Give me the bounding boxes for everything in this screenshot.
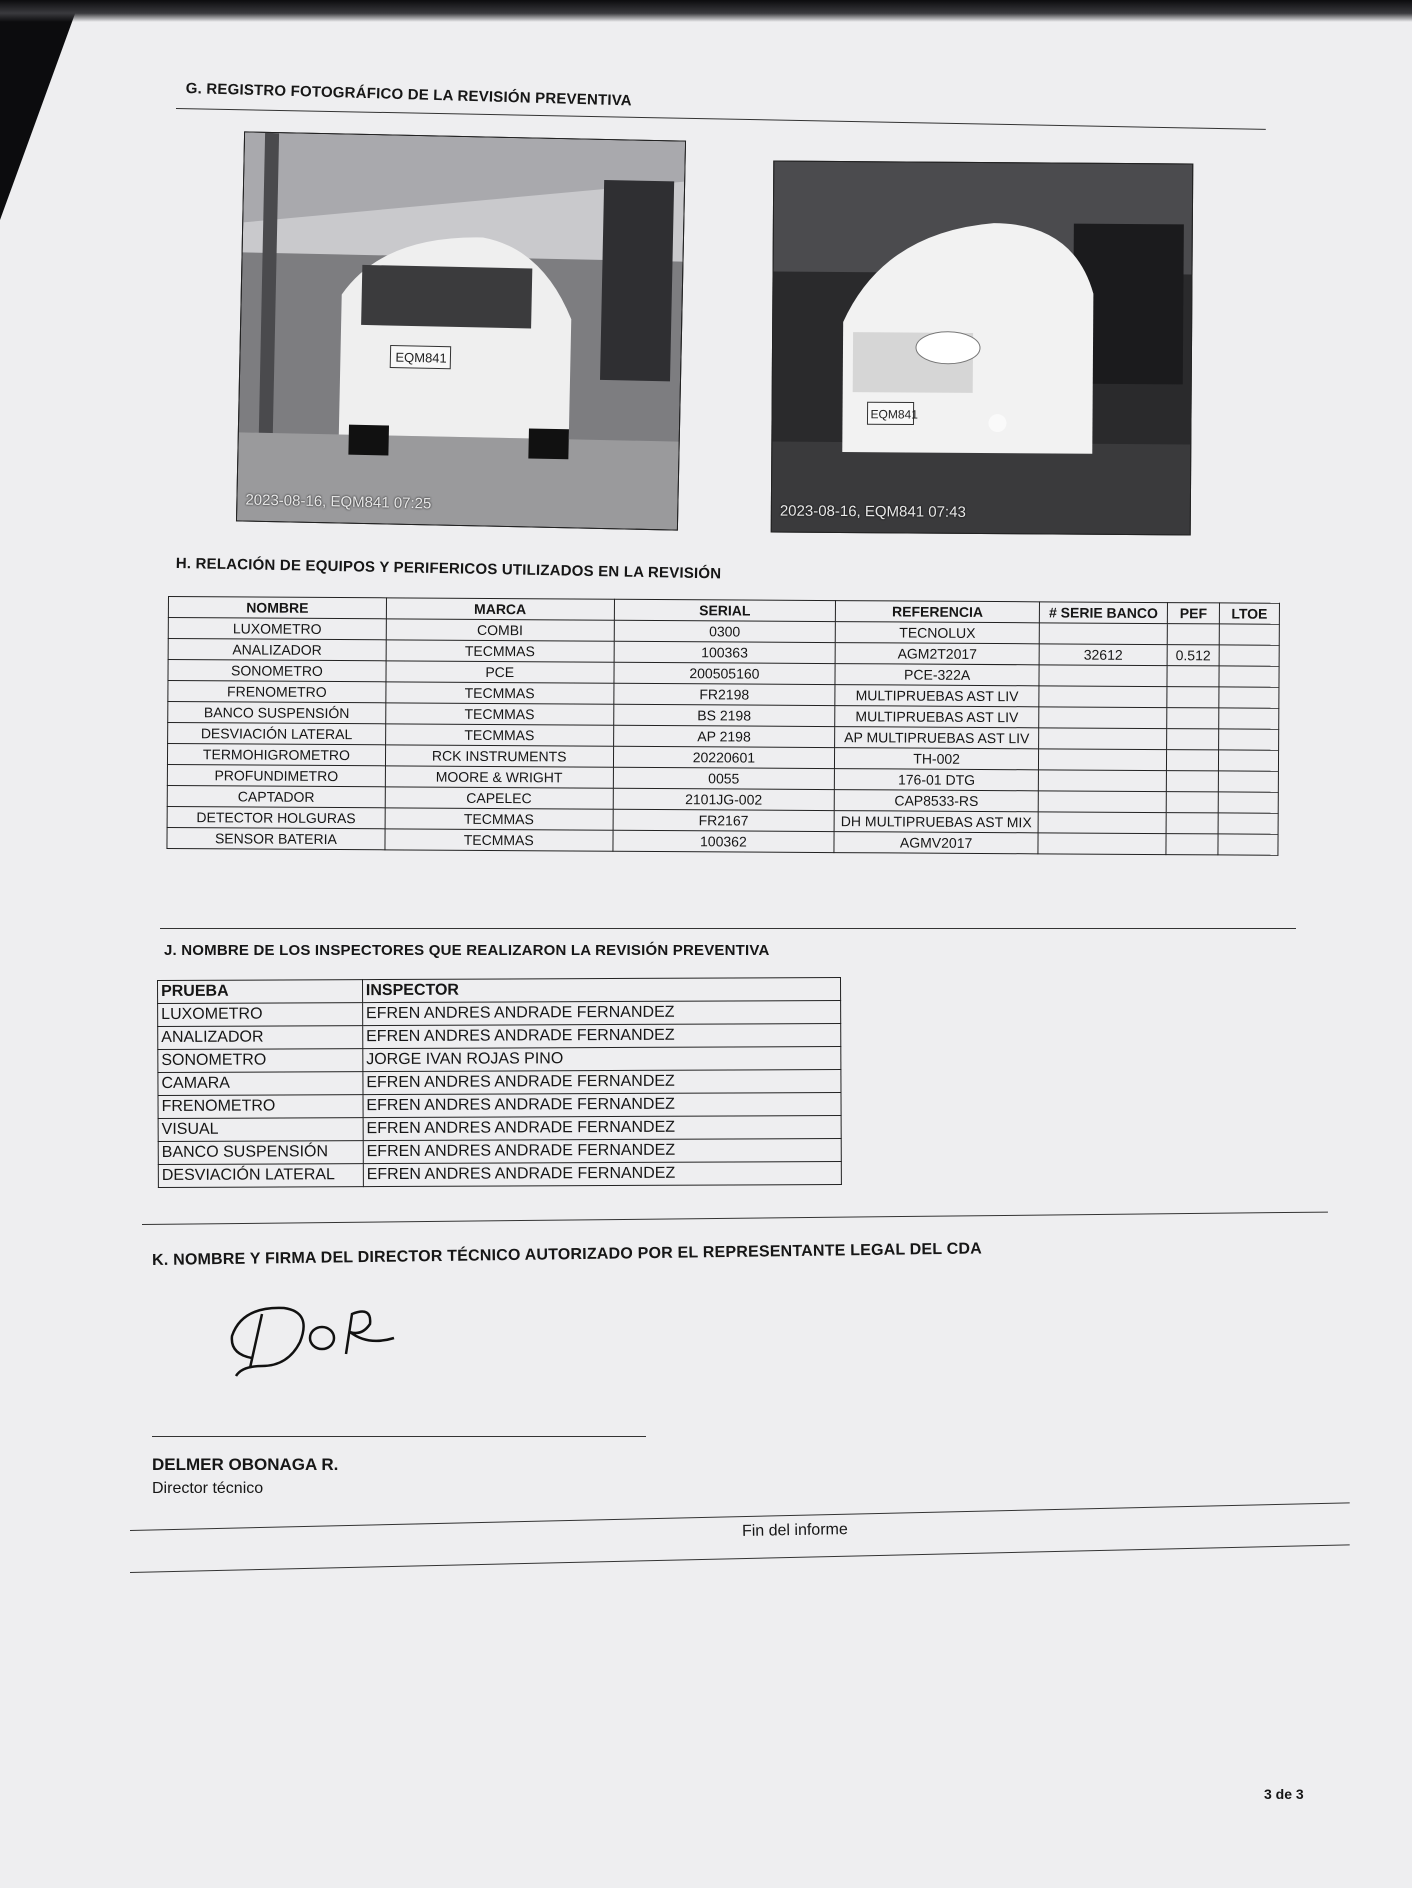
inspector-cell-prueba: ANALIZADOR	[158, 1026, 363, 1050]
equipment-cell-serial: AP 2198	[613, 725, 835, 747]
inspector-row	[158, 1047, 841, 1073]
inspector-cell-inspector: EFREN ANDRES ANDRADE FERNANDEZ	[363, 1162, 841, 1187]
header-nombre: NOMBRE	[168, 597, 386, 619]
header-ltoe: LTOE	[1219, 603, 1279, 624]
photo-front-vehicle	[771, 161, 1194, 536]
section-g-rule	[176, 108, 1266, 130]
section-g-title: G. REGISTRO FOTOGRÁFICO DE LA REVISIÓN PREVENTIVA	[185, 80, 633, 110]
photo-front-vehicle-image	[772, 162, 1193, 535]
equipment-cell-serie-banco	[1038, 770, 1166, 792]
equipment-cell-nombre: CAPTADOR	[167, 785, 385, 807]
equipment-cell-serie-banco	[1039, 749, 1167, 771]
equipment-cell-ltoe	[1219, 687, 1279, 708]
section-j-rule	[142, 1212, 1328, 1225]
equipment-cell-pef	[1167, 624, 1219, 645]
photo-rear-timestamp: 2023-08-16, EQM841 07:25	[245, 491, 432, 513]
inspectors-table	[157, 977, 842, 1188]
inspector-cell-prueba: SONOMETRO	[158, 1049, 363, 1073]
equipment-cell-ltoe	[1218, 834, 1278, 855]
equipment-cell-serie-banco: 32612	[1039, 644, 1167, 666]
header-serie-banco: # SERIE BANCO	[1039, 602, 1167, 624]
equipment-cell-referencia: PCE-322A	[835, 664, 1039, 686]
equipment-cell-marca: TECMMAS	[385, 724, 613, 746]
equipment-cell-ltoe	[1218, 792, 1278, 813]
equipment-cell-pef	[1167, 687, 1219, 708]
equipment-cell-serial: 100363	[614, 641, 836, 663]
inspectors-table-header	[158, 978, 841, 1004]
equipment-cell-serial: 20220601	[613, 746, 835, 768]
equipment-cell-nombre: PROFUNDIMETRO	[167, 764, 385, 786]
equipment-cell-serie-banco	[1038, 791, 1166, 813]
equipment-cell-marca: CAPELEC	[385, 787, 613, 809]
inspector-row	[158, 1139, 841, 1165]
inspector-cell-prueba: DESVIACIÓN LATERAL	[158, 1164, 363, 1188]
section-j-title: J. NOMBRE DE LOS INSPECTORES QUE REALIZARON LA REVISIÓN PREVENTIVA	[164, 942, 770, 959]
equipment-cell-referencia: AGMV2017	[834, 832, 1038, 854]
equipment-cell-nombre: FRENOMETRO	[168, 681, 386, 703]
equipment-cell-pef	[1167, 708, 1219, 729]
section-h-title: H. RELACIÓN DE EQUIPOS Y PERIFERICOS UTILIZADOS EN LA REVISIÓN	[175, 555, 722, 583]
equipment-cell-referencia: AP MULTIPRUEBAS AST LIV	[835, 727, 1039, 749]
header-prueba: PRUEBA	[158, 980, 363, 1004]
equipment-cell-pef	[1166, 834, 1218, 855]
equipment-cell-nombre: BANCO SUSPENSIÓN	[168, 702, 386, 724]
equipment-cell-serie-banco	[1038, 812, 1166, 834]
equipment-cell-serie-banco	[1038, 833, 1166, 855]
equipment-cell-marca: TECMMAS	[385, 829, 613, 851]
header-serial: SERIAL	[614, 599, 836, 621]
header-inspector: INSPECTOR	[362, 978, 840, 1003]
footer-rule-1	[130, 1502, 1350, 1531]
inspector-cell-inspector: EFREN ANDRES ANDRADE FERNANDEZ	[363, 1070, 841, 1095]
equipment-cell-referencia: CAP8533-RS	[834, 790, 1038, 812]
inspector-cell-inspector: EFREN ANDRES ANDRADE FERNANDEZ	[363, 1024, 841, 1049]
equipment-cell-referencia: MULTIPRUEBAS AST LIV	[835, 706, 1039, 728]
photo-rear-plate-text: EQM841	[395, 349, 447, 366]
equipment-cell-serial: BS 2198	[613, 704, 835, 726]
signature-line	[152, 1436, 646, 1437]
equipment-cell-serial: FR2167	[613, 809, 835, 831]
page-number: 3 de 3	[1264, 1786, 1304, 1802]
equipment-cell-nombre: LUXOMETRO	[168, 618, 386, 640]
section-k-title: K. NOMBRE Y FIRMA DEL DIRECTOR TÉCNICO AUTORIZADO POR EL REPRESENTANTE LEGAL DEL CDA	[152, 1240, 983, 1269]
inspector-row	[158, 1001, 841, 1027]
equipment-cell-serial: 100362	[613, 830, 835, 852]
end-of-report-note: Fin del informe	[741, 1521, 848, 1540]
equipment-cell-serie-banco	[1039, 665, 1167, 687]
equipment-cell-nombre: ANALIZADOR	[168, 639, 386, 661]
equipment-cell-nombre: SONOMETRO	[168, 660, 386, 682]
director-name: DELMER OBONAGA R.	[152, 1455, 339, 1474]
inspector-cell-inspector: EFREN ANDRES ANDRADE FERNANDEZ	[362, 1001, 840, 1026]
equipment-cell-nombre: DETECTOR HOLGURAS	[167, 806, 385, 828]
photo-front-timestamp: 2023-08-16, EQM841 07:43	[779, 502, 966, 521]
header-marca: MARCA	[386, 598, 614, 620]
equipment-cell-ltoe	[1219, 624, 1279, 645]
equipment-cell-marca: TECMMAS	[386, 682, 614, 704]
equipment-cell-pef	[1166, 750, 1218, 771]
equipment-cell-marca: TECMMAS	[386, 640, 614, 662]
equipment-cell-serie-banco	[1039, 686, 1167, 708]
equipment-cell-nombre: DESVIACIÓN LATERAL	[168, 723, 386, 745]
inspector-cell-prueba: BANCO SUSPENSIÓN	[158, 1141, 363, 1165]
equipment-cell-ltoe	[1219, 666, 1279, 687]
inspector-row	[158, 1093, 841, 1119]
equipment-cell-marca: COMBI	[386, 619, 614, 641]
footer-rule-2	[130, 1544, 1350, 1573]
section-h-rule	[160, 928, 1296, 929]
equipment-cell-serie-banco	[1039, 728, 1167, 750]
equipment-cell-marca: MOORE & WRIGHT	[385, 766, 613, 788]
equipment-cell-serie-banco	[1039, 623, 1167, 645]
director-role: Director técnico	[152, 1480, 264, 1497]
equipment-cell-referencia: 176-01 DTG	[835, 769, 1039, 791]
equipment-cell-pef	[1167, 729, 1219, 750]
equipment-cell-serial: 0055	[613, 767, 835, 789]
equipment-cell-pef	[1166, 813, 1218, 834]
equipment-cell-referencia: DH MULTIPRUEBAS AST MIX	[834, 811, 1038, 833]
inspector-cell-inspector: EFREN ANDRES ANDRADE FERNANDEZ	[363, 1139, 841, 1164]
inspector-row	[158, 1024, 841, 1050]
inspector-cell-prueba: VISUAL	[158, 1118, 363, 1142]
header-referencia: REFERENCIA	[836, 601, 1040, 623]
equipment-cell-ltoe	[1218, 771, 1278, 792]
inspector-row	[158, 1070, 841, 1096]
photo-front-plate-text: EQM841	[870, 407, 918, 422]
equipment-cell-ltoe	[1219, 645, 1279, 666]
inspector-cell-inspector: JORGE IVAN ROJAS PINO	[363, 1047, 841, 1072]
equipment-cell-marca: PCE	[386, 661, 614, 683]
photo-rear-vehicle-image	[237, 132, 685, 529]
equipment-cell-ltoe	[1218, 813, 1278, 834]
equipment-cell-pef	[1167, 666, 1219, 687]
inspector-cell-prueba: LUXOMETRO	[158, 1003, 363, 1027]
equipment-cell-pef	[1166, 792, 1218, 813]
equipment-cell-nombre: SENSOR BATERIA	[167, 827, 385, 849]
equipment-cell-referencia: MULTIPRUEBAS AST LIV	[835, 685, 1039, 707]
equipment-table	[166, 596, 1280, 856]
equipment-cell-ltoe	[1218, 750, 1278, 771]
equipment-cell-pef	[1166, 771, 1218, 792]
director-signature	[222, 1296, 422, 1396]
inspector-cell-prueba: FRENOMETRO	[158, 1095, 363, 1119]
equipment-cell-ltoe	[1219, 729, 1279, 750]
photo-rear-vehicle	[236, 131, 686, 530]
equipment-cell-serial: 2101JG-002	[613, 788, 835, 810]
inspector-row	[158, 1116, 841, 1142]
equipment-cell-referencia: TECNOLUX	[835, 622, 1039, 644]
header-pef: PEF	[1167, 603, 1219, 624]
equipment-cell-marca: TECMMAS	[385, 808, 613, 830]
equipment-cell-marca: RCK INSTRUMENTS	[385, 745, 613, 767]
equipment-cell-referencia: AGM2T2017	[835, 643, 1039, 665]
equipment-cell-marca: TECMMAS	[386, 703, 614, 725]
inspector-cell-prueba: CAMARA	[158, 1072, 363, 1096]
equipment-cell-serial: FR2198	[613, 683, 835, 705]
equipment-cell-serial: 0300	[614, 620, 836, 642]
equipment-cell-serie-banco	[1039, 707, 1167, 729]
equipment-cell-pef: 0.512	[1167, 645, 1219, 666]
inspector-cell-inspector: EFREN ANDRES ANDRADE FERNANDEZ	[363, 1093, 841, 1118]
inspector-cell-inspector: EFREN ANDRES ANDRADE FERNANDEZ	[363, 1116, 841, 1141]
equipment-cell-nombre: TERMOHIGROMETRO	[167, 744, 385, 766]
equipment-cell-serial: 200505160	[614, 662, 836, 684]
equipment-cell-referencia: TH-002	[835, 748, 1039, 770]
inspector-row	[158, 1162, 841, 1188]
equipment-cell-ltoe	[1219, 708, 1279, 729]
